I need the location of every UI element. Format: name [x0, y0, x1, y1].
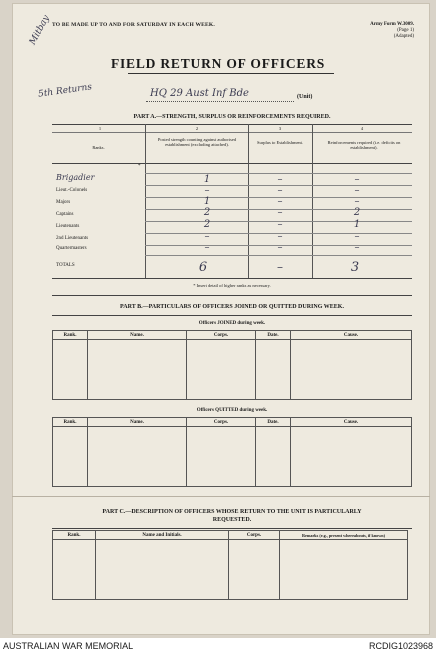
table-cell[interactable] — [256, 427, 291, 487]
surplus-value: – — [277, 207, 283, 218]
part-b-heading: PART B.—PARTICULARS OF OFFICERS JOINED OR QUITTED DURING WEEK. — [120, 304, 344, 310]
reinf-value: 1 — [353, 219, 361, 230]
posted-value: 2 — [203, 219, 211, 230]
rank-label: 2nd Lieutenants — [56, 236, 89, 241]
joined-col-date: Date. — [256, 331, 291, 340]
quitted-col-name: Name. — [88, 418, 187, 427]
unit-dotted-line — [146, 101, 294, 102]
table-cell[interactable] — [96, 540, 229, 600]
form-page: (Page 1) — [397, 28, 414, 33]
table-cell[interactable] — [88, 427, 187, 487]
form-number-label: Army Form W.3009. — [370, 22, 414, 27]
reinf-value: – — [354, 231, 360, 242]
posted-value: – — [204, 185, 210, 196]
col-number-3: 3 — [278, 126, 282, 131]
margin-note-left: 5th Returns — [37, 82, 93, 100]
reinf-value: – — [354, 242, 360, 253]
joined-heading: Officers JOINED during week. — [198, 321, 266, 326]
joined-col-corps: Corps. — [187, 331, 256, 340]
rank-label: Majors — [56, 200, 71, 205]
rank-label: Brigadier — [56, 173, 95, 182]
part-c-heading — [52, 508, 412, 524]
table-cell[interactable] — [53, 540, 96, 600]
reinf-value: 2 — [353, 207, 361, 218]
col-number-4: 4 — [360, 126, 364, 131]
joined-col-cause: Cause. — [291, 331, 412, 340]
col-header-ranks: Ranks. — [92, 145, 105, 150]
surplus-value: – — [277, 196, 283, 207]
table-cell[interactable] — [53, 340, 88, 400]
part-a-heading: PART A.—STRENGTH, SURPLUS OR REINFORCEMENTS REQUIRED. — [133, 114, 331, 120]
part-b-rule — [52, 315, 412, 316]
surplus-value: – — [277, 174, 283, 185]
section-separator — [52, 295, 412, 296]
posted-value: 1 — [203, 174, 211, 185]
fold-line — [12, 496, 430, 497]
table-cell[interactable] — [53, 427, 88, 487]
footer-id: RCDIG1023968 — [368, 641, 433, 651]
partc-col-remarks: Remarks (e.g., present whereabouts, if known) — [280, 531, 408, 540]
part-a-header-rule — [52, 132, 412, 133]
table-cell[interactable] — [291, 427, 412, 487]
quitted-col-corps: Corps. — [187, 418, 256, 427]
joined-table — [52, 330, 412, 400]
partc-col-name: Name and Initials. — [96, 531, 229, 540]
col-header-posted: Posted strength counting against authorised establishment (excluding attached). — [157, 137, 237, 147]
surplus-value: – — [277, 242, 283, 253]
quitted-table — [52, 417, 412, 487]
form-number — [370, 22, 414, 40]
reinf-value: – — [354, 196, 360, 207]
part-a-top-rule — [52, 124, 412, 125]
total-posted: 6 — [198, 260, 208, 275]
table-cell[interactable] — [88, 340, 187, 400]
part-a-bottom-rule — [52, 278, 412, 279]
partc-col-corps: Corps. — [229, 531, 280, 540]
unit-name: HQ 29 Aust Inf Bde — [150, 88, 249, 99]
row-line — [145, 255, 412, 256]
header-instruction: TO BE MADE UP TO AND FOR SATURDAY IN EACH WEEK. — [52, 22, 215, 28]
col-number-1: 1 — [98, 126, 102, 131]
surplus-value: – — [277, 231, 283, 242]
part-a-footnote: * Insert detail of higher ranks as necessary. — [193, 283, 271, 288]
rank-label: Quartermasters — [56, 246, 87, 251]
title-underline — [128, 73, 334, 74]
part-c-table — [52, 530, 408, 600]
page-title: FIELD RETURN OF OFFICERS — [110, 56, 326, 71]
table-cell[interactable] — [256, 340, 291, 400]
posted-value: – — [204, 242, 210, 253]
col-number-2: 2 — [195, 126, 199, 131]
quitted-heading: Officers QUITTED during week. — [196, 408, 268, 413]
totals-label: TOTALS — [56, 263, 75, 268]
part-a-subheader-rule — [52, 163, 412, 164]
posted-value: 1 — [203, 196, 211, 207]
quitted-col-cause: Cause. — [291, 418, 412, 427]
rank-label: Captains — [56, 212, 74, 217]
col-header-surplus: Surplus to Establishment. — [256, 140, 304, 145]
part-c-heading-line2: REQUESTED. — [212, 517, 252, 523]
footer-source: AUSTRALIAN WAR MEMORIAL — [3, 641, 134, 651]
quitted-col-rank: Rank. — [53, 418, 88, 427]
joined-col-name: Name. — [88, 331, 187, 340]
col-header-reinf: Reinforcements required (i.e. deficits on establishment). — [327, 140, 401, 150]
reinf-value: – — [354, 185, 360, 196]
quitted-col-date: Date. — [256, 418, 291, 427]
part-c-heading-line1: PART C.—DESCRIPTION OF OFFICERS WHOSE RETURN TO THE UNIT IS PARTICULARLY — [102, 509, 362, 515]
margin-note-top: Mitbay — [28, 13, 52, 47]
surplus-value: – — [277, 185, 283, 196]
table-cell[interactable] — [187, 340, 256, 400]
rank-label: Lieut.-Colonels — [56, 188, 88, 193]
surplus-value: – — [277, 219, 283, 230]
part-c-rule — [52, 528, 412, 529]
rank-label: Lieutenants — [56, 224, 80, 229]
unit-label: (Unit) — [297, 94, 313, 100]
table-cell[interactable] — [291, 340, 412, 400]
reinf-value: – — [354, 174, 360, 185]
total-reinf: 3 — [350, 260, 360, 275]
table-cell[interactable] — [229, 540, 280, 600]
form-adapted: (Adapted) — [393, 34, 414, 39]
rank-label: * — [138, 164, 141, 169]
joined-col-rank: Rank. — [53, 331, 88, 340]
partc-col-rank: Rank. — [53, 531, 96, 540]
posted-value: – — [204, 231, 210, 242]
table-cell[interactable] — [187, 427, 256, 487]
table-cell[interactable] — [280, 540, 408, 600]
posted-value: 2 — [203, 207, 211, 218]
total-surplus: – — [277, 260, 283, 274]
